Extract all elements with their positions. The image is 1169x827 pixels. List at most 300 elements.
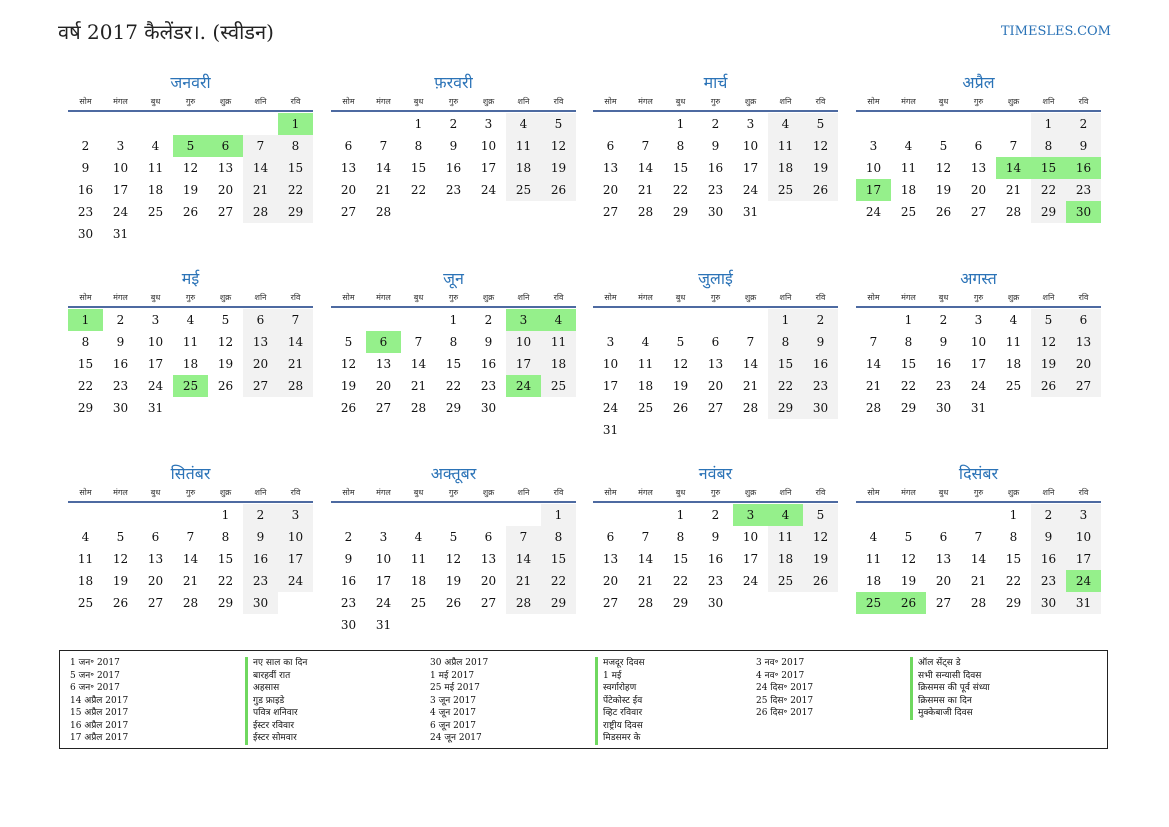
day-cell: 2 xyxy=(243,504,278,526)
day-cell: 7 xyxy=(414,335,423,349)
weekday-header xyxy=(68,290,313,308)
holiday-name: सभी सन्यासी दिवस xyxy=(910,670,990,683)
day-cell: 31 xyxy=(742,205,759,219)
day-cell: 19 xyxy=(900,574,917,588)
day-cell: 6 xyxy=(606,530,615,544)
day-cell: 15 xyxy=(278,157,313,179)
day-cell: 8 xyxy=(1009,530,1018,544)
day-cell: 6 xyxy=(243,309,278,331)
weekday-label: गुरु xyxy=(973,488,984,497)
holiday-name: क्रिसमस का दिन xyxy=(910,695,990,708)
weekday-label: मंगल xyxy=(376,293,391,302)
holiday-dates-column xyxy=(430,657,488,745)
day-cell: 13 xyxy=(602,552,619,566)
holiday-date: 6 जन॰ 2017 xyxy=(70,683,120,693)
weekday-label: मंगल xyxy=(901,488,916,497)
holiday-date: 24 जून 2017 xyxy=(430,733,482,743)
weekday-header xyxy=(856,94,1101,112)
weekday-label: गुरु xyxy=(185,293,196,302)
day-cell: 1 xyxy=(449,313,458,327)
day-cell: 19 xyxy=(803,157,838,179)
day-cell: 8 xyxy=(768,331,803,353)
day-cell: 16 xyxy=(340,574,357,588)
day-cell: 16 xyxy=(445,161,462,175)
day-cell: 11 xyxy=(506,135,541,157)
day-cell: 4 xyxy=(641,335,650,349)
holiday-date: 1 मई 2017 xyxy=(430,670,475,681)
day-cell: 20 xyxy=(970,183,987,197)
weekday-label: शुक्र xyxy=(744,488,757,497)
day-cell: 30 xyxy=(935,401,952,415)
holiday-date: 25 दिस॰ 2017 xyxy=(756,695,814,706)
day-cell: 18 xyxy=(768,548,803,570)
empty-cell xyxy=(173,113,208,135)
empty-cell xyxy=(628,309,663,331)
day-cell: 28 xyxy=(742,401,759,415)
day-cell: 1 xyxy=(414,117,423,131)
weekday-label: रवि xyxy=(1078,97,1089,106)
day-cell: 11 xyxy=(147,161,164,175)
holiday-name: व्हिट रविवार xyxy=(595,707,645,720)
weekday-label: सोम xyxy=(867,293,880,302)
day-cell: 23 xyxy=(1066,179,1101,201)
day-cell: 26 xyxy=(340,401,357,415)
day-cell: 17 xyxy=(742,161,759,175)
holiday-dates-column xyxy=(70,657,128,745)
holiday-day-cell: 14 xyxy=(996,157,1031,179)
day-cell: 13 xyxy=(970,161,987,175)
day-cell: 4 xyxy=(414,530,423,544)
day-cell: 13 xyxy=(217,161,234,175)
day-cell: 19 xyxy=(445,574,462,588)
weekday-header xyxy=(593,94,838,112)
day-cell: 14 xyxy=(742,357,759,371)
weekday-label: रवि xyxy=(1078,488,1089,497)
day-cell: 4 xyxy=(869,530,878,544)
weekday-label: गुरु xyxy=(710,293,721,302)
day-cell: 13 xyxy=(707,357,724,371)
day-cell: 8 xyxy=(449,335,458,349)
day-cell: 25 xyxy=(147,205,164,219)
weekday-header xyxy=(593,485,838,503)
day-cell: 25 xyxy=(637,401,654,415)
holiday-date: 17 अप्रैल 2017 xyxy=(70,733,129,743)
day-cell: 2 xyxy=(1031,504,1066,526)
day-cell: 23 xyxy=(480,379,497,393)
weekday-label: सोम xyxy=(867,97,880,106)
weekday-label: रवि xyxy=(290,97,301,106)
day-cell: 8 xyxy=(1031,135,1066,157)
holiday-day-cell: 30 xyxy=(1066,201,1101,223)
day-cell: 3 xyxy=(974,313,983,327)
day-cell: 28 xyxy=(243,201,278,223)
day-cell: 19 xyxy=(803,548,838,570)
empty-cell xyxy=(926,504,961,526)
weekday-label: बुध xyxy=(150,488,161,497)
day-cell: 16 xyxy=(243,548,278,570)
holiday-names-column xyxy=(595,657,645,745)
holiday-day-cell: 6 xyxy=(366,331,401,353)
weekday-label: बुध xyxy=(150,293,161,302)
day-cell: 13 xyxy=(340,161,357,175)
day-cell: 1 xyxy=(676,117,685,131)
day-cell: 23 xyxy=(707,574,724,588)
day-cell: 23 xyxy=(340,596,357,610)
day-cell: 9 xyxy=(81,161,90,175)
day-cell: 27 xyxy=(243,375,278,397)
day-cell: 16 xyxy=(112,357,129,371)
holiday-date: 1 जन॰ 2017 xyxy=(70,658,120,668)
day-cell: 28 xyxy=(637,205,654,219)
day-cell: 20 xyxy=(340,183,357,197)
day-cell: 20 xyxy=(707,379,724,393)
day-cell: 7 xyxy=(186,530,195,544)
weekday-label: शनि xyxy=(254,293,267,302)
day-cell: 16 xyxy=(77,183,94,197)
day-cell: 25 xyxy=(768,179,803,201)
holiday-date: 15 अप्रैल 2017 xyxy=(70,708,129,718)
day-cell: 7 xyxy=(278,309,313,331)
day-cell: 12 xyxy=(803,526,838,548)
weekday-label: शुक्र xyxy=(482,293,495,302)
holiday-day-cell: 15 xyxy=(1031,157,1066,179)
day-cell: 21 xyxy=(278,353,313,375)
day-cell: 9 xyxy=(449,139,458,153)
holiday-name: ऑल सेंट्स डे xyxy=(910,657,990,670)
day-cell: 8 xyxy=(541,526,576,548)
day-cell: 21 xyxy=(742,379,759,393)
day-cell: 5 xyxy=(803,504,838,526)
holiday-day-cell: 1 xyxy=(278,113,313,135)
day-cell: 21 xyxy=(375,183,392,197)
day-cell: 22 xyxy=(1005,574,1022,588)
holiday-name: ईस्टर सोमवार xyxy=(245,732,307,745)
day-cell: 24 xyxy=(375,596,392,610)
month-calendar xyxy=(68,72,313,245)
day-cell: 3 xyxy=(746,117,755,131)
holiday-date: 24 दिस॰ 2017 xyxy=(756,683,814,693)
empty-cell xyxy=(628,113,663,135)
weekday-label: शनि xyxy=(1042,293,1055,302)
day-cell: 11 xyxy=(768,135,803,157)
weekday-label: शनि xyxy=(779,488,792,497)
day-cell: 5 xyxy=(344,335,353,349)
days-grid xyxy=(331,113,576,223)
holiday-name: पेंटेकोस्ट ईव xyxy=(595,695,645,708)
weekday-label: मंगल xyxy=(113,488,128,497)
weekday-label: मंगल xyxy=(901,293,916,302)
day-cell: 3 xyxy=(278,504,313,526)
day-cell: 30 xyxy=(77,227,94,241)
weekday-label: रवि xyxy=(553,488,564,497)
day-cell: 21 xyxy=(182,574,199,588)
day-cell: 28 xyxy=(278,375,313,397)
day-cell: 22 xyxy=(77,379,94,393)
empty-cell xyxy=(208,113,243,135)
holiday-date: 14 अप्रैल 2017 xyxy=(70,695,129,706)
day-cell: 4 xyxy=(151,139,160,153)
month-name: सितंबर xyxy=(170,464,211,483)
day-cell: 8 xyxy=(676,530,685,544)
holiday-day-cell: 26 xyxy=(891,592,926,614)
day-cell: 1 xyxy=(1031,113,1066,135)
month-calendar xyxy=(331,463,576,636)
weekday-label: सोम xyxy=(867,488,880,497)
day-cell: 27 xyxy=(707,401,724,415)
day-cell: 9 xyxy=(711,139,720,153)
holiday-name: गुड फ्राइडे xyxy=(245,695,307,708)
weekday-label: शनि xyxy=(517,488,530,497)
day-cell: 6 xyxy=(151,530,160,544)
day-cell: 2 xyxy=(484,313,493,327)
day-cell: 23 xyxy=(445,183,462,197)
day-cell: 2 xyxy=(711,508,720,522)
weekday-label: शुक्र xyxy=(744,293,757,302)
empty-cell xyxy=(366,504,401,526)
weekday-label: बुध xyxy=(413,293,424,302)
weekday-label: सोम xyxy=(342,293,355,302)
holiday-name: 1 मई xyxy=(595,670,645,683)
day-cell: 11 xyxy=(865,552,882,566)
day-cell: 20 xyxy=(243,353,278,375)
day-cell: 19 xyxy=(340,379,357,393)
day-cell: 31 xyxy=(970,401,987,415)
empty-cell xyxy=(243,113,278,135)
day-cell: 7 xyxy=(506,526,541,548)
empty-cell xyxy=(698,309,733,331)
holiday-date: 5 जन॰ 2017 xyxy=(70,670,120,681)
day-cell: 1 xyxy=(1009,508,1018,522)
weekday-label: मंगल xyxy=(113,293,128,302)
day-cell: 19 xyxy=(541,157,576,179)
weekday-label: मंगल xyxy=(376,97,391,106)
empty-cell xyxy=(733,309,768,331)
day-cell: 16 xyxy=(1031,548,1066,570)
empty-cell xyxy=(173,504,208,526)
empty-cell xyxy=(366,309,401,331)
day-cell: 14 xyxy=(637,552,654,566)
weekday-label: शुक्र xyxy=(482,97,495,106)
day-cell: 5 xyxy=(221,313,230,327)
site-link[interactable]: TIMESLES.COM xyxy=(1000,24,1111,39)
holiday-dates-column xyxy=(756,657,813,720)
day-cell: 14 xyxy=(506,548,541,570)
days-grid xyxy=(331,309,576,419)
day-cell: 27 xyxy=(935,596,952,610)
day-cell: 3 xyxy=(151,313,160,327)
day-cell: 12 xyxy=(112,552,129,566)
day-cell: 30 xyxy=(480,401,497,415)
day-cell: 27 xyxy=(602,205,619,219)
empty-cell xyxy=(926,113,961,135)
empty-cell xyxy=(68,504,103,526)
day-cell: 25 xyxy=(1005,379,1022,393)
holiday-name: नए साल का दिन xyxy=(245,657,307,670)
day-cell: 29 xyxy=(217,596,234,610)
empty-cell xyxy=(593,113,628,135)
weekday-label: रवि xyxy=(815,488,826,497)
day-cell: 4 xyxy=(904,139,913,153)
weekday-label: बुध xyxy=(938,97,949,106)
day-cell: 5 xyxy=(1031,309,1066,331)
weekday-label: गुरु xyxy=(448,488,459,497)
holiday-day-cell: 1 xyxy=(68,309,103,331)
day-cell: 3 xyxy=(869,139,878,153)
holiday-date: 4 नव॰ 2017 xyxy=(756,670,805,681)
day-cell: 3 xyxy=(1066,504,1101,526)
day-cell: 26 xyxy=(112,596,129,610)
day-cell: 16 xyxy=(803,353,838,375)
holiday-name: मजदूर दिवस xyxy=(595,657,645,670)
day-cell: 15 xyxy=(900,357,917,371)
day-cell: 23 xyxy=(77,205,94,219)
day-cell: 16 xyxy=(480,357,497,371)
day-cell: 24 xyxy=(480,183,497,197)
weekday-label: बुध xyxy=(413,97,424,106)
day-cell: 17 xyxy=(147,357,164,371)
holiday-day-cell: 5 xyxy=(173,135,208,157)
day-cell: 28 xyxy=(865,401,882,415)
day-cell: 16 xyxy=(707,552,724,566)
weekday-label: शुक्र xyxy=(1007,488,1020,497)
empty-cell xyxy=(961,113,996,135)
holiday-name: ईस्टर रविवार xyxy=(245,720,307,733)
month-calendar xyxy=(593,72,838,223)
weekday-header xyxy=(68,94,313,112)
empty-cell xyxy=(331,504,366,526)
weekday-label: रवि xyxy=(815,293,826,302)
holiday-day-cell: 6 xyxy=(208,135,243,157)
day-cell: 30 xyxy=(707,596,724,610)
day-cell: 14 xyxy=(865,357,882,371)
day-cell: 18 xyxy=(77,574,94,588)
weekday-label: शनि xyxy=(517,97,530,106)
day-cell: 7 xyxy=(746,335,755,349)
day-cell: 31 xyxy=(147,401,164,415)
weekday-label: बुध xyxy=(150,97,161,106)
holiday-date: 6 जून 2017 xyxy=(430,720,477,731)
day-cell: 7 xyxy=(243,135,278,157)
weekday-label: बुध xyxy=(938,293,949,302)
weekday-label: बुध xyxy=(675,97,686,106)
day-cell: 10 xyxy=(865,161,882,175)
empty-cell xyxy=(436,504,471,526)
day-cell: 22 xyxy=(541,570,576,592)
day-cell: 13 xyxy=(243,331,278,353)
holiday-names-column xyxy=(245,657,307,745)
day-cell: 10 xyxy=(742,530,759,544)
weekday-label: गुरु xyxy=(973,97,984,106)
day-cell: 10 xyxy=(147,335,164,349)
holiday-day-cell: 24 xyxy=(506,375,541,397)
day-cell: 20 xyxy=(935,574,952,588)
day-cell: 28 xyxy=(182,596,199,610)
day-cell: 8 xyxy=(676,139,685,153)
weekday-header xyxy=(331,94,576,112)
day-cell: 24 xyxy=(278,570,313,592)
day-cell: 27 xyxy=(602,596,619,610)
empty-cell xyxy=(628,504,663,526)
day-cell: 9 xyxy=(939,335,948,349)
empty-cell xyxy=(856,309,891,331)
day-cell: 25 xyxy=(77,596,94,610)
day-cell: 12 xyxy=(541,135,576,157)
days-grid xyxy=(593,504,838,614)
holiday-name: पवित्र शनिवार xyxy=(245,707,307,720)
day-cell: 22 xyxy=(410,183,427,197)
weekday-label: शनि xyxy=(254,488,267,497)
day-cell: 11 xyxy=(1005,335,1022,349)
day-cell: 6 xyxy=(344,139,353,153)
day-cell: 5 xyxy=(541,113,576,135)
month-calendar xyxy=(593,268,838,441)
day-cell: 15 xyxy=(77,357,94,371)
day-cell: 11 xyxy=(77,552,94,566)
day-cell: 4 xyxy=(768,113,803,135)
day-cell: 25 xyxy=(506,179,541,201)
weekday-label: सोम xyxy=(604,97,617,106)
weekday-label: सोम xyxy=(79,488,92,497)
day-cell: 25 xyxy=(900,205,917,219)
day-cell: 5 xyxy=(939,139,948,153)
day-cell: 27 xyxy=(480,596,497,610)
day-cell: 13 xyxy=(375,357,392,371)
day-cell: 11 xyxy=(637,357,654,371)
day-cell: 2 xyxy=(449,117,458,131)
day-cell: 21 xyxy=(865,379,882,393)
day-cell: 15 xyxy=(768,353,803,375)
day-cell: 23 xyxy=(112,379,129,393)
day-cell: 9 xyxy=(116,335,125,349)
day-cell: 28 xyxy=(506,592,541,614)
day-cell: 21 xyxy=(410,379,427,393)
day-cell: 7 xyxy=(641,139,650,153)
day-cell: 16 xyxy=(707,161,724,175)
day-cell: 21 xyxy=(637,183,654,197)
weekday-label: रवि xyxy=(290,488,301,497)
day-cell: 26 xyxy=(803,179,838,201)
day-cell: 22 xyxy=(1031,179,1066,201)
day-cell: 26 xyxy=(935,205,952,219)
day-cell: 25 xyxy=(410,596,427,610)
day-cell: 2 xyxy=(116,313,125,327)
day-cell: 30 xyxy=(803,397,838,419)
weekday-label: बुध xyxy=(675,293,686,302)
day-cell: 17 xyxy=(375,574,392,588)
day-cell: 4 xyxy=(506,113,541,135)
empty-cell xyxy=(996,113,1031,135)
day-cell: 21 xyxy=(243,179,278,201)
weekday-label: शनि xyxy=(1042,97,1055,106)
day-cell: 6 xyxy=(939,530,948,544)
day-cell: 31 xyxy=(375,618,392,632)
day-cell: 8 xyxy=(221,530,230,544)
day-cell: 5 xyxy=(676,335,685,349)
day-cell: 8 xyxy=(904,335,913,349)
day-cell: 18 xyxy=(900,183,917,197)
day-cell: 15 xyxy=(410,161,427,175)
day-cell: 11 xyxy=(410,552,427,566)
empty-cell xyxy=(593,504,628,526)
weekday-label: सोम xyxy=(604,488,617,497)
day-cell: 8 xyxy=(414,139,423,153)
day-cell: 4 xyxy=(186,313,195,327)
day-cell: 25 xyxy=(768,570,803,592)
day-cell: 9 xyxy=(1031,526,1066,548)
day-cell: 26 xyxy=(672,401,689,415)
weekday-label: शनि xyxy=(1042,488,1055,497)
day-cell: 12 xyxy=(803,135,838,157)
